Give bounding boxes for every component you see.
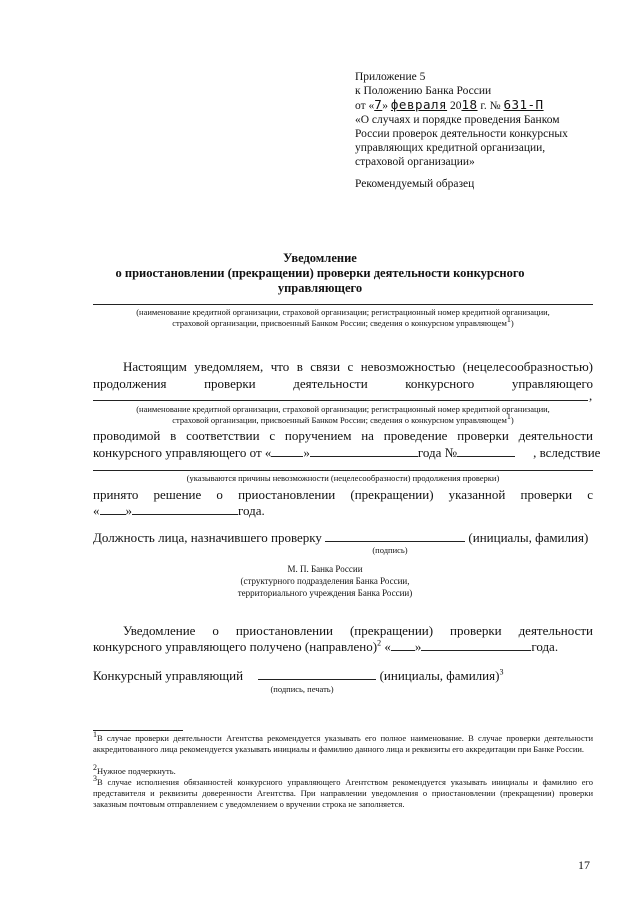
appendix-month: февраля: [390, 97, 448, 112]
appendix-line2: к Положению Банка России: [355, 85, 492, 97]
recommended-sample: Рекомендуемый образец: [355, 178, 475, 190]
caption-organization: (наименование кредитной организации, страховой организации; регистрационный номер кредитной организации, страховой организации, присвоенный Банком России; сведения о конкурсном управляющем$^1$): [136, 307, 550, 328]
fill-order-number: [457, 445, 515, 457]
fill-manager-signature: [258, 668, 376, 680]
fill-decision-month: [132, 503, 238, 515]
fill-receipt-month: [421, 639, 531, 651]
position-line: Должность лица, назначившего проверку (инициалы, фамилия): [93, 530, 589, 545]
appendix-line1: Приложение 5: [355, 71, 426, 83]
appendix-line5: России проверок деятельности конкурсных: [355, 128, 568, 140]
fill-line-reasons: [93, 470, 593, 471]
fill-position-signature: [325, 530, 465, 542]
para2-line1: проводимой в соответствии с поручением на проведение проверки деятельности: [93, 428, 593, 443]
manager-line: Конкурсный управляющий (инициалы, фамилия)$^3$: [93, 667, 504, 683]
para3-line2: « » года.: [93, 503, 265, 518]
stamp-block: М. П. Банка России (структурного подразделения Банка России, территориального учреждения Банка России): [237, 564, 413, 598]
fill-receipt-day: [391, 639, 415, 651]
fill-line-manager: [93, 400, 588, 401]
document-title: Уведомление о приостановлении (прекращении) проверки деятельности конкурсного управляющего: [115, 251, 525, 295]
fill-order-day: [271, 445, 303, 457]
para1-line2: продолжения проверки деятельности конкурсного управляющего: [93, 376, 593, 391]
caption-signature: (подпись): [372, 545, 408, 555]
footnote-1: $^1$В случае проверки деятельности Агентства рекомендуется указывать его полное наименование. В случае проверки деятельности аккредитованного лица рекомендуется указывать инициалы и фамилию данного лица и реквизиты его аккредитации при Банке России.: [93, 730, 593, 754]
appendix-day: 7: [374, 97, 383, 112]
appendix-line7: страховой организации»: [355, 156, 475, 168]
footnote-3: $^3$В случае исполнения обязанностей конкурсного управляющего Агентством рекомендуется указывать инициалы и фамилию его представителя и реквизиты доверенности Агентства. При направлении уведомления о приостановлении (прекращении) проверки заказным почтовым отправлением с уведомлением о вручении строка не заполняется.: [93, 774, 593, 809]
footnote-2: $^2$Нужное подчеркнуть.: [93, 763, 176, 776]
fill-order-month: [310, 445, 418, 457]
appendix-number: 631-П: [503, 97, 544, 112]
para4-line1: Уведомление о приостановлении (прекращении) проверки деятельности: [123, 623, 593, 638]
para4-line2: конкурсного управляющего получено (направлено)$^2$ « » года.: [93, 638, 559, 654]
appendix-year: 18: [461, 97, 478, 112]
para1-line1: Настоящим уведомляем, что в связи с невозможностью (нецелесообразностью): [123, 359, 593, 374]
appendix-block: [355, 70, 610, 169]
caption-signature-seal: (подпись, печать): [270, 684, 334, 694]
appendix-date-line: от «7» февраля 2018 г. № 631-П: [355, 97, 544, 112]
fill-line-organization: [93, 304, 593, 305]
appendix-line4: «О случаях и порядке проведения Банком: [355, 114, 560, 126]
para1-comma: ,: [589, 388, 593, 403]
caption-organization-2: (наименование кредитной организации, страховой организации; регистрационный номер кредитной организации, страховой организации, присвоенный Банком России; сведения о конкурсном управляющем$^1$): [136, 404, 550, 425]
appendix-line6: управляющих кредитной организации,: [355, 142, 546, 154]
para3-line1: принято решение о приостановлении (прекращении) указанной проверки с: [93, 487, 593, 502]
caption-reasons: (указываются причины невозможности (нецелесообразности) продолжения проверки): [186, 473, 500, 483]
footnote-divider: [93, 730, 183, 731]
page-number: 17: [578, 858, 590, 872]
para2-line2: конкурсного управляющего от « » года № , вследствие: [93, 445, 601, 460]
fill-decision-day: [100, 503, 126, 515]
